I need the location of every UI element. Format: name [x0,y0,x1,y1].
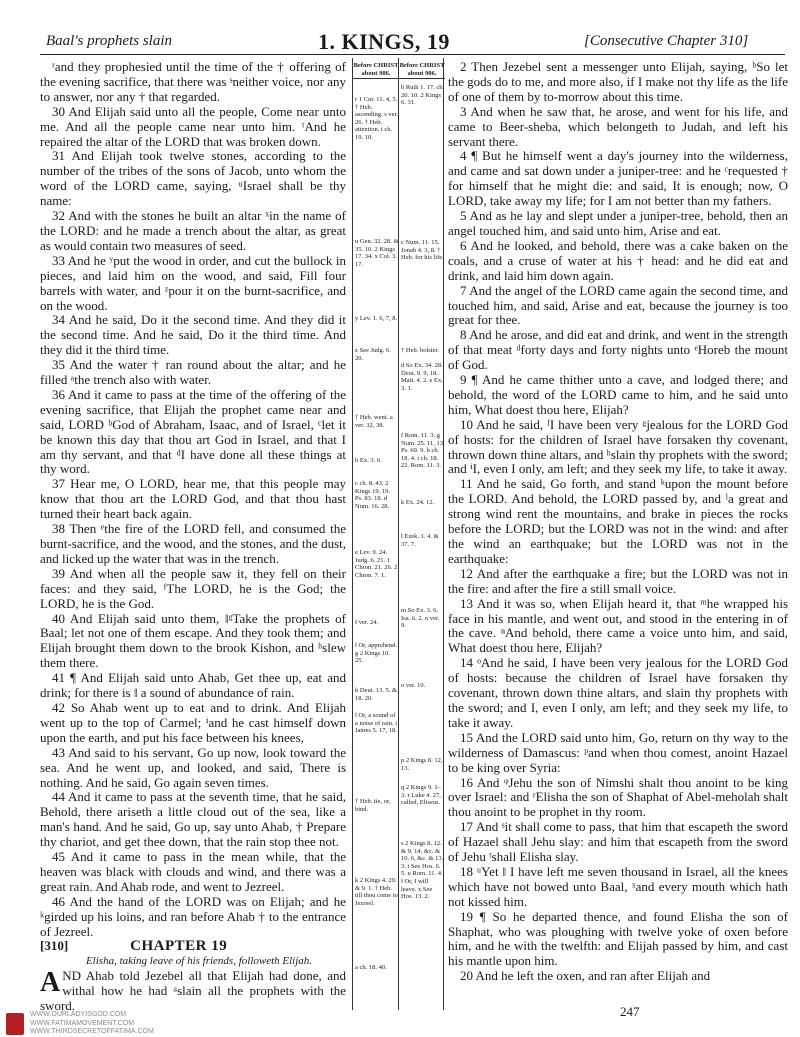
chapter-summary: Elisha, taking leave of his friends, followeth Elijah. [85,955,313,968]
reference-note: ‖ Or, a sound of a noise of rain. i James 5. 17, 18. [355,712,398,735]
watermark-url: WWW.FATIMAMOVEMENT.COM [30,1019,135,1027]
verse-paragraph: ʳand they prophesied until the time of the † offering of the evening sacrifice, that there was ˢneither voice, nor any to answer, nor any † that regarded. [40,59,346,104]
left-reference-margin [353,62,399,971]
reference-note: b Ruth 1. 17. ch. 20. 10. 2 Kings 6. 31. [401,84,445,107]
verse-1-text: ND Ahab told Jezebel all that Elijah had done, and withal how he had ᵃslain all the prophets with the sword. [40,968,346,1014]
reference-note: r 1 Cor. 11. 4, 5. † Heb. ascending. s ver. 26. † Heb. attention. t ch. 19. 10. [355,96,398,141]
verse-paragraph: 34 And he said, Do it the second time. And they did it the second time. And he said, Do it the third time. And they did it the third time. [40,312,346,358]
verse-paragraph: 33 And he ʸput the wood in order, and cut the bullock in pieces, and laid him on the wood, and said, Fill four barrels with water, and ᶻpour it on the burnt-sacrifice, and on the wood. [40,252,346,313]
reference-note: k 2 Kings 4. 29. & 9. 1. † Heb. till thou come to Jezreel. [355,877,398,907]
verse-paragraph: 37 Hear me, O LORD, hear me, that this people may know that thou art the LORD God, and that thou hast turned their heart back again. [40,476,346,522]
reference-note: † Heb. tie, or, bind. [355,798,391,813]
reference-note: d So Ex. 34. 28. Deut. 9. 9, 18. Matt. 4. 2. e Ex. 3. 1. [401,362,443,392]
reference-note: f Rom. 11. 3. g Num. 25. 11, 13. Ps. 69. 9. h ch. 18. 4. i ch. 18. 22. Rom. 11. 3. [401,432,445,470]
reference-note: f ver. 24. [355,619,379,626]
chapter-opening-paragraph [40,969,346,1014]
page-number: 247 [620,1004,640,1019]
reference-note: c ch. 8. 43. 2 Kings 19. 19. Ps. 83. 18. d Num. 16. 28. [355,480,391,510]
chapter-title: CHAPTER 19 [130,938,228,955]
verse-paragraph: 15 And the LORD said unto him, Go, return on thy way to the wilderness of Damascus: ᵖand when thou comest, anoint Hazael to be king over Syria: [448,729,788,775]
reference-note: z See Judg. 6. 20. [355,347,391,362]
reference-note: m So Ex. 3. 6. Isa. 6. 2. n ver. 9. [401,607,440,630]
left-text-column [40,59,346,1014]
running-header-left: Baal's prophets slain [46,33,172,49]
verse-paragraph: 46 And the hand of the LORD was on Elijah; and he ᵏgirded up his loins, and ran before Ahab † to the entrance of Jezreel. [40,893,346,939]
reference-note: o ver. 10. [401,682,426,689]
chapter-consecutive-label: [310] [40,938,69,954]
reference-note: l Ezek. 1. 4. & 37. 7. [401,533,439,548]
reference-note: k Ex. 24. 12. [401,499,435,506]
verse-paragraph: 3 And when he saw that, he arose, and went for his life, and came to Beer-sheba, which belongeth to Judah, and left his servant there. [448,103,788,149]
verse-paragraph: 30 And Elijah said unto all the people, Come near unto me. And all the people came near unto him. ᵗAnd he repaired the altar of the LORD that was broken down. [40,103,346,149]
reference-note: h Deut. 13. 5. & 18. 20. [355,687,398,702]
verse-paragraph: 42 So Ahab went up to eat and to drink. And Elijah went up to the top of Carmel; ⁱand he cast himself down upon the earth, and put his face between his knees, [40,699,346,745]
reference-note: c Num. 11. 15. Jonah 4. 3, 8. † Heb. for his life. [401,239,444,262]
verse-paragraph: 18 ᵘYet ‖ I have left me seven thousand in Israel, all the knees which have not bowed unto Baal, ˣand every mouth which hath not kissed him. [448,863,788,909]
column-divider [398,58,399,1010]
verse-paragraph: 7 And the angel of the LORD came again the second time, and touched him, and said, Arise and eat, because the journey is too great for thee. [448,282,788,328]
watermark-url: WWW.THIRDSECRETOFFATIMA.COM [30,1028,154,1035]
verse-paragraph: 45 And it came to pass in the mean while, that the heaven was black with clouds and wind, and there was a great rain. And Ahab rode, and went to Jezreel. [40,849,346,894]
reference-note: † Heb. bolster. [401,347,439,354]
header-rule [40,54,785,55]
drop-cap-letter: A [40,967,61,999]
verse-paragraph: 38 Then ᵉthe fire of the LORD fell, and consumed the burnt-sacrifice, and the wood, and the stones, and the dust, and licked up the water that was in the trench. [40,521,346,566]
verse-paragraph: 12 And after the earthquake a fire; but the LORD was not in the fire: and after the fire a still small voice. [448,565,788,596]
reference-note: a ch. 18. 40. [355,964,387,971]
verse-paragraph: 5 And as he lay and slept under a juniper-tree, behold, then an angel touched him, and said unto him, Arise and eat. [448,208,788,238]
verse-paragraph: 35 And the water † ran round about the altar; and he filled ᵃthe trench also with water. [40,357,346,388]
verse-paragraph: 32 And with the stones he built an altar ˣin the name of the LORD: and he made a trench about the altar, as great as would contain two measures of seed. [40,208,346,253]
verse-paragraph: 10 And he said, ᶠI have been very ᵍjealous for the LORD God of hosts: for the children of Israel have forsaken thy covenant, thrown down thine altars, and ʰslain thy prophets with the sword; and ⁱI, even I only, am left; and they seek my life, to take it away. [448,416,788,477]
reference-note: q 2 Kings 9. 1–3. r Luke 4. 27, called, Eliseus. [401,784,441,807]
reference-note: e Lev. 9. 24. Judg. 6. 21. 1 Chron. 21. 26. 2 Chron. 7. 1. [355,549,398,579]
verse-paragraph: 13 And it was so, when Elijah heard it, that ᵐhe wrapped his face in his mantle, and went out, and stood in the entering in of the cave. ⁿAnd behold, there came a voice unto him, and said, What doest thou here, Elijah? [448,595,788,656]
verse-paragraph: 43 And said to his servant, Go up now, look toward the sea. And he went up, and looked, and said, There is nothing. And he said, Go again seven times. [40,744,346,790]
verse-paragraph: 41 ¶ And Elijah said unto Ahab, Get thee up, eat and drink; for there is ‖ a sound of abundance of rain. [40,670,346,701]
verse-paragraph: 6 And he looked, and behold, there was a cake baken on the coals, and a cruse of water at his † head: and he did eat and drink, and laid him down again. [448,237,788,283]
column-divider [352,58,353,1010]
reference-note: † Heb. went. a ver. 32, 38. [355,414,393,429]
watermark-logo-icon [6,1013,24,1035]
verse-paragraph: 39 And when all the people saw it, they fell on their faces: and they said, ᶠThe LORD, he is the God; the LORD, he is the God. [40,565,346,611]
running-header-consecutive-chapter: [Consecutive Chapter 310] [584,33,749,49]
chapter-heading-line [40,939,346,954]
right-reference-margin [399,62,445,901]
running-header-book-chapter: 1. KINGS, 19 [318,29,450,54]
verse-paragraph: 4 ¶ But he himself went a day's journey into the wilderness, and came and sat down under a juniper-tree: and he ᶜrequested † for himself that he might die: and said, It is enough; now, O LORD, take away my life; for I am not better than my fathers. [448,148,788,209]
verse-paragraph: 44 And it came to pass at the seventh time, that he said, Behold, there ariseth a little cloud out of the sea, like a man's hand. And he said, Go up, say unto Ahab, † Prepare thy chariot, and get thee down, that the rain stop thee not. [40,789,346,850]
verse-paragraph: 31 And Elijah took twelve stones, according to the number of the tribes of the sons of Jacob, unto whom the word of the LORD came, saying, ᵘIsrael shall be thy name: [40,148,346,209]
verse-paragraph: 8 And he arose, and did eat and drink, and went in the strength of that meat ᵈforty days and forty nights unto ᵉHoreb the mount of God. [448,327,788,373]
watermark-urls [30,1011,154,1037]
verse-paragraph: 20 And he left the oxen, and ran after Elijah and [460,968,711,984]
reference-note: u Gen. 32. 28. & 35. 10. 2 Kings 17. 34. x Col. 3. 17. [355,238,399,268]
reference-note: y Lev. 1. 6, 7, 8. [355,315,398,322]
verse-paragraph: 36 And it came to pass at the time of the offering of the evening sacrifice, that Elijah the prophet came near and said, LORD ᵇGod of Abraham, Isaac, and of Israel, ᶜlet it be known this day that thou art God in Israel, and that I am thy servant, and that ᵈI have done all these things at thy word. [40,386,346,477]
verse-paragraph: 40 And Elijah said unto them, ‖ᵍTake the prophets of Baal; let not one of them escape. And they took them; and Elijah brought them down to the brook Kishon, and ʰslew them there. [40,610,346,671]
reference-note: b Ex. 3. 6. [355,457,382,464]
verse-paragraph: 11 And he said, Go forth, and stand ᵏupon the mount before the LORD. And behold, the LORD passed by, and ˡa great and strong wind rent the mountains, and brake in pieces the rocks before the LORD; but the LORD was not in the wind: and after the wind an earthquake; but the LORD was not in the earthquake: [448,476,788,566]
reference-note: p 2 Kings 8. 12, 13. [401,757,443,772]
era-heading: Before CHRIST about 906. [353,62,399,79]
verse-paragraph: 16 And ᵠJehu the son of Nimshi shalt thou anoint to be king over Israel: and ʳElisha the son of Shaphat of Abel-meholah shalt thou anoint to be prophet in thy room. [448,774,788,820]
reference-note: ‖ Or, apprehend. g 2 Kings 10. 25. [355,642,397,665]
verse-paragraph: 2 Then Jezebel sent a messenger unto Elijah, saying, ᵇSo let the gods do to me, and more also, if I make not thy life as the life of one of them by to-morrow about this time. [448,59,788,104]
era-heading: Before CHRIST about 906. [399,62,445,79]
verse-paragraph: 9 ¶ And he came thither unto a cave, and lodged there; and behold, the word of the LORD came to him, and he said unto him, What doest thou here, Elijah? [448,372,788,417]
right-text-column [448,60,788,1000]
verse-paragraph: 17 And ˢit shall come to pass, that him that escapeth the sword of Hazael shall Jehu slay: and him that escapeth from the sword of Jehu ᵗshall Elisha slay. [448,819,788,865]
reference-note: s 2 Kings 8. 12. & 9. 14, &c. & 10. 6, &c. & 13. 3. t See Hos. 6. 5. u Rom. 11. 4. ‖ Or, I will leave. x See Hos. 13. 2. [401,840,444,901]
verse-paragraph: 14 ᵒAnd he said, I have been very jealous for the LORD God of hosts: because the children of Israel have forsaken thy covenant, thrown down thine altars, and slain thy prophets with the sword; and I, even I only, am left; and they seek my life, to take it away. [448,655,788,730]
watermark-url: WWW.OURLADYISGOD.COM [30,1011,127,1018]
verse-paragraph: 19 ¶ So he departed thence, and found Elisha the son of Shaphat, who was ploughing with twelve yoke of oxen before him, and he with the twelfth: and Elijah passed by him, and cast his mantle upon him. [448,908,788,969]
